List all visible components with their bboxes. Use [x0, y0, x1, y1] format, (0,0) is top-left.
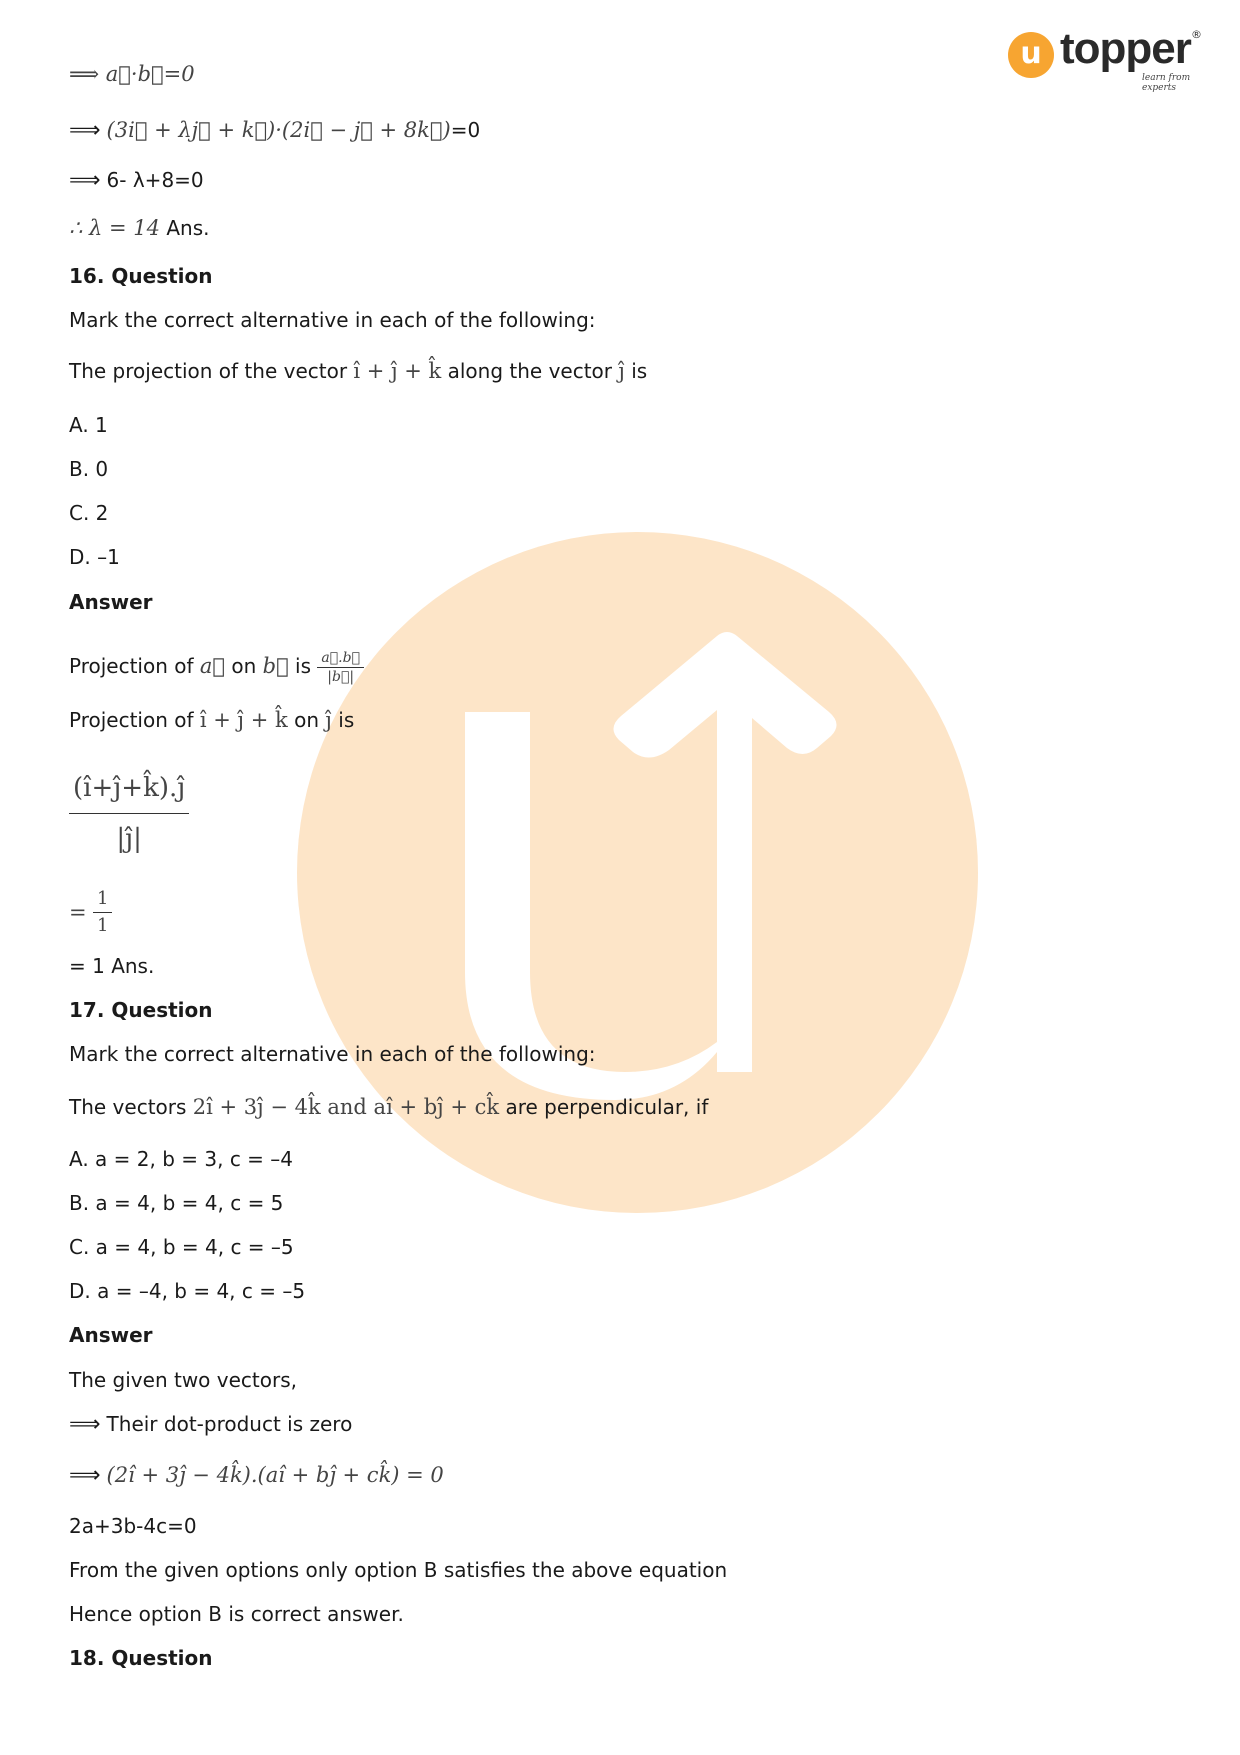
logo-wordmark: topper: [1060, 24, 1191, 73]
equation-line-3: ⟹ 6- λ+8=0: [69, 168, 204, 193]
q16-result: = 1 Ans.: [69, 954, 155, 978]
q16-answer-heading: Answer: [69, 590, 153, 614]
q17-option-c: C. a = 4, b = 4, c = –5: [69, 1235, 294, 1259]
q17-dot-product: ⟹ Their dot-product is zero: [69, 1412, 353, 1437]
logo-u-icon: u: [1008, 32, 1054, 78]
q17-option-a: A. a = 2, b = 3, c = –4: [69, 1147, 294, 1171]
q16-heading: 16. Question: [69, 264, 213, 288]
q17-heading: 17. Question: [69, 998, 213, 1022]
q17-option-d: D. a = –4, b = 4, c = –5: [69, 1279, 306, 1303]
q16-option-c: C. 2: [69, 501, 109, 525]
q17-equation-2: 2a+3b-4c=0: [69, 1514, 197, 1538]
brand-logo[interactable]: [1008, 24, 1208, 93]
projection-fraction: $\frac{a⃗.b⃗}{|b⃗|}$: [317, 649, 364, 686]
q16-option-d: D. –1: [69, 545, 120, 569]
q17-from-options: From the given options only option B satisfies the above equation: [69, 1558, 728, 1582]
equation-line-2: ⟹ (3i⃗ + λj⃗ + k⃗)·(2i⃗ − j⃗ + 8k⃗)=0: [69, 118, 481, 143]
q16-projection-formula: Projection of a⃗ on b⃗ is $\frac{a⃗.b⃗}{|b⃗|}$: [69, 644, 364, 688]
q16-prompt: The projection of the vector î + ĵ + k̂ along the vector ĵ is: [69, 359, 648, 383]
q17-conclusion: Hence option B is correct answer.: [69, 1602, 404, 1626]
logo-tagline: learn from experts: [1142, 73, 1191, 93]
q16-option-b: B. 0: [69, 457, 109, 481]
q17-equation: ⟹ (2î + 3ĵ − 4k̂).(aî + bĵ + ck̂) = 0: [69, 1463, 444, 1488]
q17-prompt: The vectors 2î + 3ĵ − 4k̂ and aî + bĵ + ck̂ are perpendicular, if: [69, 1095, 709, 1119]
q17-answer-heading: Answer: [69, 1323, 153, 1347]
q17-instruction: Mark the correct alternative in each of the following:: [69, 1042, 596, 1066]
q16-option-a: A. 1: [69, 413, 108, 437]
q17-option-b: B. a = 4, b = 4, c = 5: [69, 1191, 284, 1215]
q17-given: The given two vectors,: [69, 1368, 297, 1392]
equation-line-4: ∴ λ = 14 Ans.: [69, 216, 210, 240]
q16-fraction-expression: $\frac{(î+ĵ+k̂).ĵ}{|ĵ|}$: [69, 763, 189, 871]
q16-fraction-one: = $\frac{1}{1}$: [69, 886, 112, 946]
registered-mark: ®: [1191, 28, 1202, 41]
q16-projection-line-2: Projection of î + ĵ + k̂ on ĵ is: [69, 708, 355, 732]
equation-line-1: ⟹ a⃗·b⃗=0: [69, 62, 195, 86]
q18-heading: 18. Question: [69, 1646, 213, 1670]
q16-instruction: Mark the correct alternative in each of the following:: [69, 308, 596, 332]
